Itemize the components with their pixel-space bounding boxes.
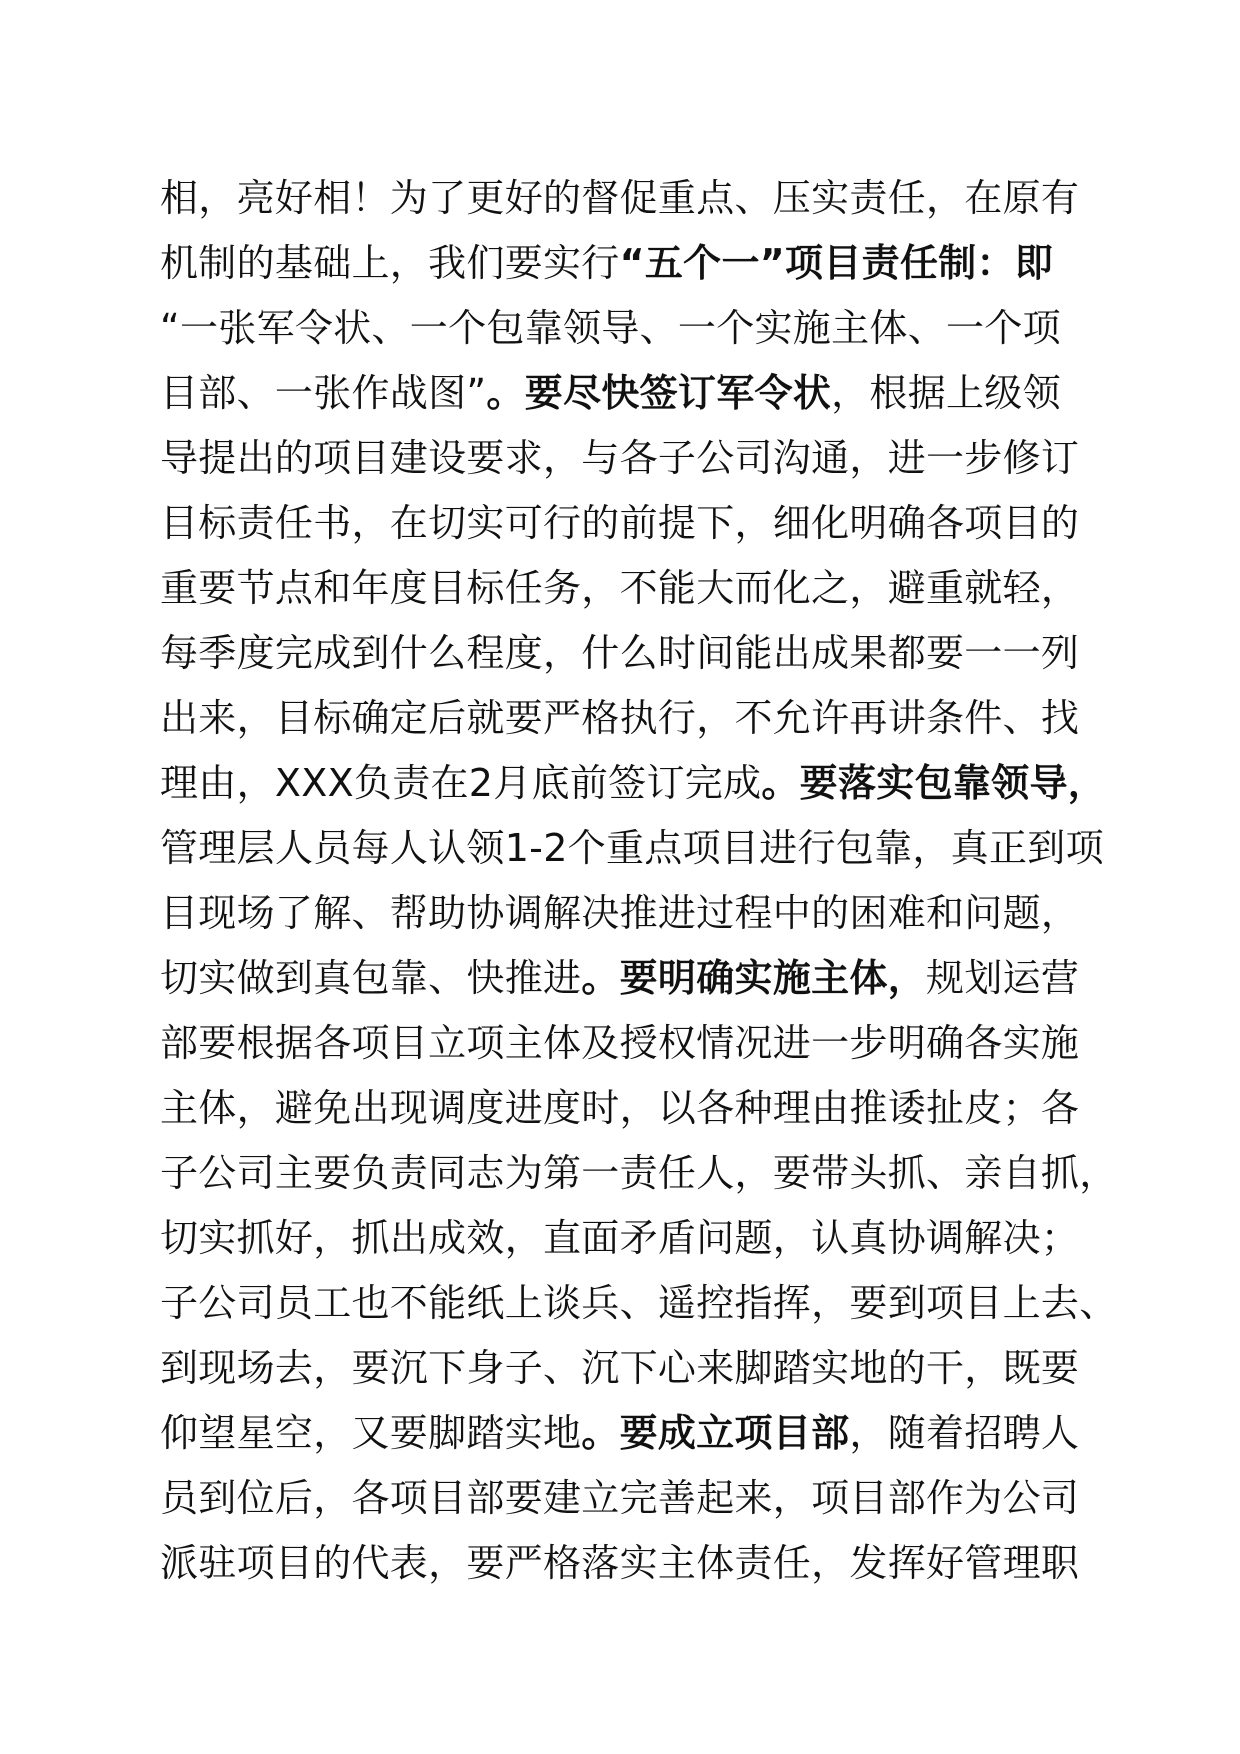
text-segment: 主体，避免出现调度进度时，以各种理由推诿扯皮；各 [160, 1086, 1080, 1130]
text-segment: 每季度完成到什么程度，什么时间能出成果都要一一列 [160, 631, 1080, 675]
text-segment: 子公司员工也不能纸上谈兵、遥控指挥，要到项目上去、 [160, 1281, 1118, 1325]
text-segment: 派驻项目的代表，要严格落实主体责任，发挥好管理职 [160, 1541, 1080, 1585]
text-line [160, 556, 1120, 621]
bold-text-segment: 。要明确实施主体， [581, 956, 927, 1000]
text-line [160, 686, 1120, 751]
text-segment: 部要根据各项目立项主体及授权情况进一步明确各实施 [160, 1021, 1080, 1065]
text-segment: ，随着招聘人 [849, 1411, 1080, 1455]
text-segment: 相，亮好相！为了更好的督促重点、压实责任，在原有 [160, 176, 1080, 220]
text-segment: 理由，XXX负责在2月底前签订完成 [160, 761, 762, 805]
text-line [160, 621, 1120, 686]
text-segment: 管理层人员每人认领1-2个重点项目进行包靠，真正到项 [160, 826, 1104, 870]
bold-text-segment: “五个一”项目责任制：即 [619, 241, 1054, 285]
text-segment: 重要节点和年度目标任务，不能大而化之，避重就轻， [160, 566, 1080, 610]
text-line [160, 231, 1120, 296]
bold-text-segment: 。要尽快签订军令状 [486, 371, 832, 415]
text-line [160, 1466, 1120, 1531]
text-line [160, 296, 1120, 361]
text-line [160, 1531, 1120, 1596]
text-line [160, 166, 1120, 231]
text-segment: 员到位后，各项目部要建立完善起来，项目部作为公司 [160, 1476, 1080, 1520]
text-line [160, 881, 1120, 946]
text-segment: 目标责任书，在切实可行的前提下，细化明确各项目的 [160, 501, 1080, 545]
text-segment: 出来，目标确定后就要严格执行，不允许再讲条件、找 [160, 696, 1080, 740]
text-segment: 目现场了解、帮助协调解决推进过程中的困难和问题， [160, 891, 1080, 935]
text-segment: 到现场去，要沉下身子、沉下心来脚踏实地的干，既要 [160, 1346, 1080, 1390]
text-segment: “一张军令状、一个包靠领导、一个实施主体、一个项 [160, 306, 1061, 350]
text-line [160, 1206, 1120, 1271]
text-line [160, 1011, 1120, 1076]
body-text [160, 166, 1120, 1596]
bold-text-segment: 。要成立项目部 [581, 1411, 850, 1455]
bold-text-segment: 。要落实包靠领导， [761, 761, 1107, 805]
text-segment: 仰望星空，又要脚踏实地 [160, 1411, 582, 1455]
text-segment: 子公司主要负责同志为第一责任人，要带头抓、亲自抓， [160, 1151, 1118, 1195]
text-line [160, 1141, 1120, 1206]
text-segment: 机制的基础上，我们要实行 [160, 241, 620, 285]
text-line [160, 751, 1120, 816]
text-line [160, 1336, 1120, 1401]
text-segment: 切实抓好，抓出成效，直面矛盾问题，认真协调解决； [160, 1216, 1080, 1260]
text-segment: 规划运营 [926, 956, 1080, 1000]
text-segment: 导提出的项目建设要求，与各子公司沟通，进一步修订 [160, 436, 1080, 480]
text-line [160, 1076, 1120, 1141]
text-line [160, 426, 1120, 491]
text-line [160, 946, 1120, 1011]
text-segment: 目部、一张作战图” [160, 371, 487, 415]
text-line [160, 816, 1120, 881]
text-segment: 切实做到真包靠、快推进 [160, 956, 582, 1000]
text-line [160, 491, 1120, 556]
text-segment: ，根据上级领 [831, 371, 1061, 415]
text-line [160, 361, 1120, 426]
text-line [160, 1401, 1120, 1466]
text-line [160, 1271, 1120, 1336]
